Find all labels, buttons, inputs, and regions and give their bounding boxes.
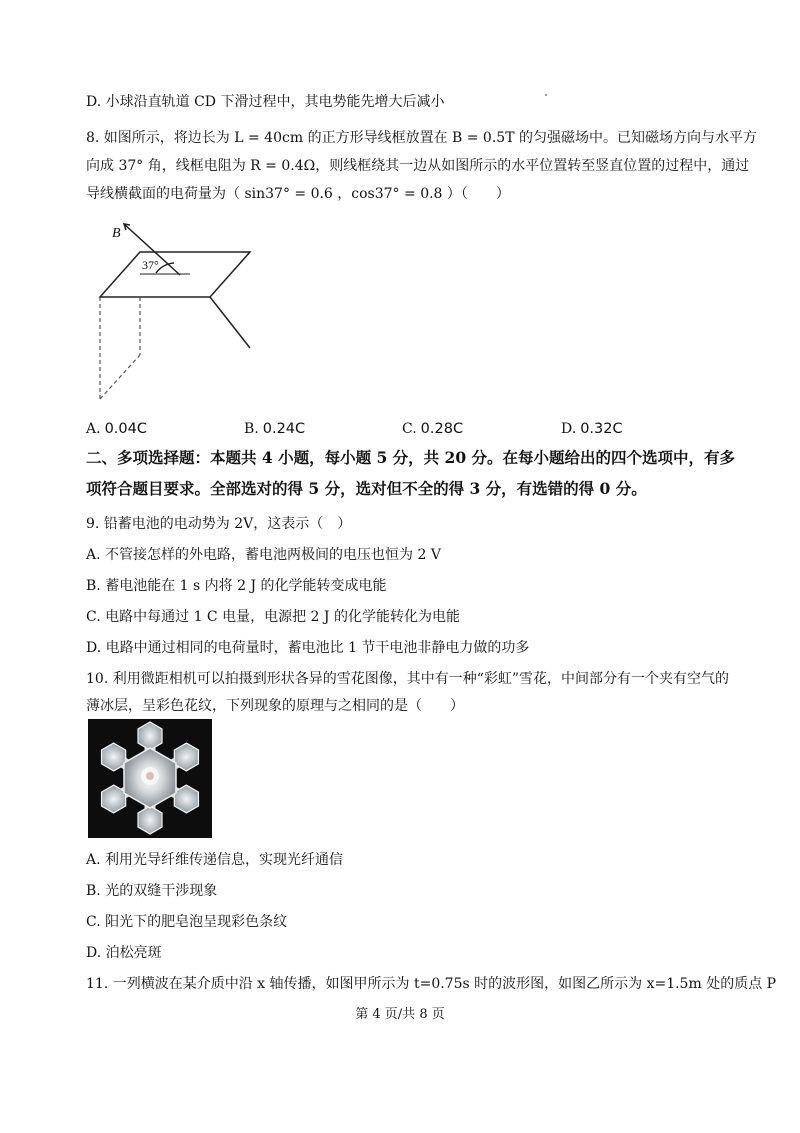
option-letter: D. [561, 421, 577, 437]
option-value: 0.04C [104, 421, 147, 437]
section-2-heading-line-2: 项符合题目要求。全部选对的得 5 分，选对但不全的得 3 分，有选错的得 0 分。 [86, 479, 647, 498]
rotation-axis-line [210, 297, 250, 348]
q10-stem-line-1: 10. 利用微距相机可以拍摄到形状各异的雪花图像，其中有一种“彩虹”雪花，中间部分有一个夹有空气的 [86, 671, 730, 687]
previous-question-option-d: D. 小球沿直轨道 CD 下滑过程中，其电势能先增大后减小 [86, 94, 445, 110]
option-value: 0.28C [420, 421, 464, 437]
option-letter: C. [402, 421, 417, 437]
q8-option-d[interactable] [561, 421, 623, 437]
q9-option-a[interactable]: A. 不管接怎样的外电路，蓄电池两极间的电压也恒为 2 V [86, 547, 441, 563]
option-letter: B. [244, 421, 259, 437]
q10-option-b[interactable]: B. 光的双缝干涉现象 [86, 883, 218, 899]
rainbow-snowflake-photo [88, 719, 212, 838]
q9-option-b[interactable]: B. 蓄电池能在 1 s 内将 2 J 的化学能转变成电能 [86, 578, 387, 594]
q8-option-a[interactable] [86, 421, 147, 437]
q9-option-c[interactable]: C. 电路中每通过 1 C 电量，电源把 2 J 的化学能转化为电能 [86, 609, 460, 625]
q8-stem-line-1: 8. 如图所示，将边长为 L = 40cm 的正方形导线框放置在 B = 0.5T 的匀强磁场中。已知磁场方向与水平方 [86, 130, 757, 146]
angle-label: 37° [142, 258, 159, 272]
q11-stem-line-1: 11. 一列横波在某介质中沿 x 轴传播，如图甲所示为 t=0.75s 时的波形图，如图乙所示为 x=1.5m 处的质点 P [86, 976, 777, 992]
option-value: 0.24C [262, 421, 306, 437]
q10-option-a[interactable]: A. 利用光导纤维传递信息，实现光纤通信 [86, 852, 344, 868]
q8-options [86, 421, 726, 441]
vertical-position-bottom-edge [100, 355, 140, 399]
section-2-heading-line-1: 二、多项选择题：本题共 4 小题，每小题 5 分，共 20 分。在每小题给出的四个选项中，有多 [86, 448, 736, 467]
q9-stem: 9. 铅蓄电池的电动势为 2V，这表示（ ） [86, 516, 352, 532]
q8-stem-line-2: 向成 37° 角，线框电阻为 R = 0.4Ω，则线框绕其一边从如图所示的水平位置转至竖直位置的过程中，通过 [86, 158, 750, 174]
q10-option-d[interactable]: D. 泊松亮斑 [86, 945, 162, 961]
q10-stem-line-2: 薄冰层，呈彩色花纹，下列现象的原理与之相同的是（ ） [86, 698, 464, 714]
field-label-b: B [112, 226, 121, 241]
q8-wire-frame-figure [86, 215, 276, 405]
scan-speck [545, 94, 547, 96]
page-footer: 第 4 页/共 8 页 [355, 1007, 445, 1022]
option-value: 0.32C [580, 421, 623, 437]
q8-stem-line-3: 导线横截面的电荷量为（ sin37° = 0.6 ，cos37° = 0.8 ）（ ） [86, 186, 510, 202]
q10-option-c[interactable]: C. 阳光下的肥皂泡呈现彩色条纹 [86, 914, 288, 930]
q8-option-c[interactable] [402, 421, 463, 437]
q8-option-b[interactable] [244, 421, 305, 437]
option-letter: A. [86, 421, 101, 437]
q9-option-d[interactable]: D. 电路中通过相同的电荷量时，蓄电池比 1 节干电池非静电力做的功多 [86, 640, 530, 656]
